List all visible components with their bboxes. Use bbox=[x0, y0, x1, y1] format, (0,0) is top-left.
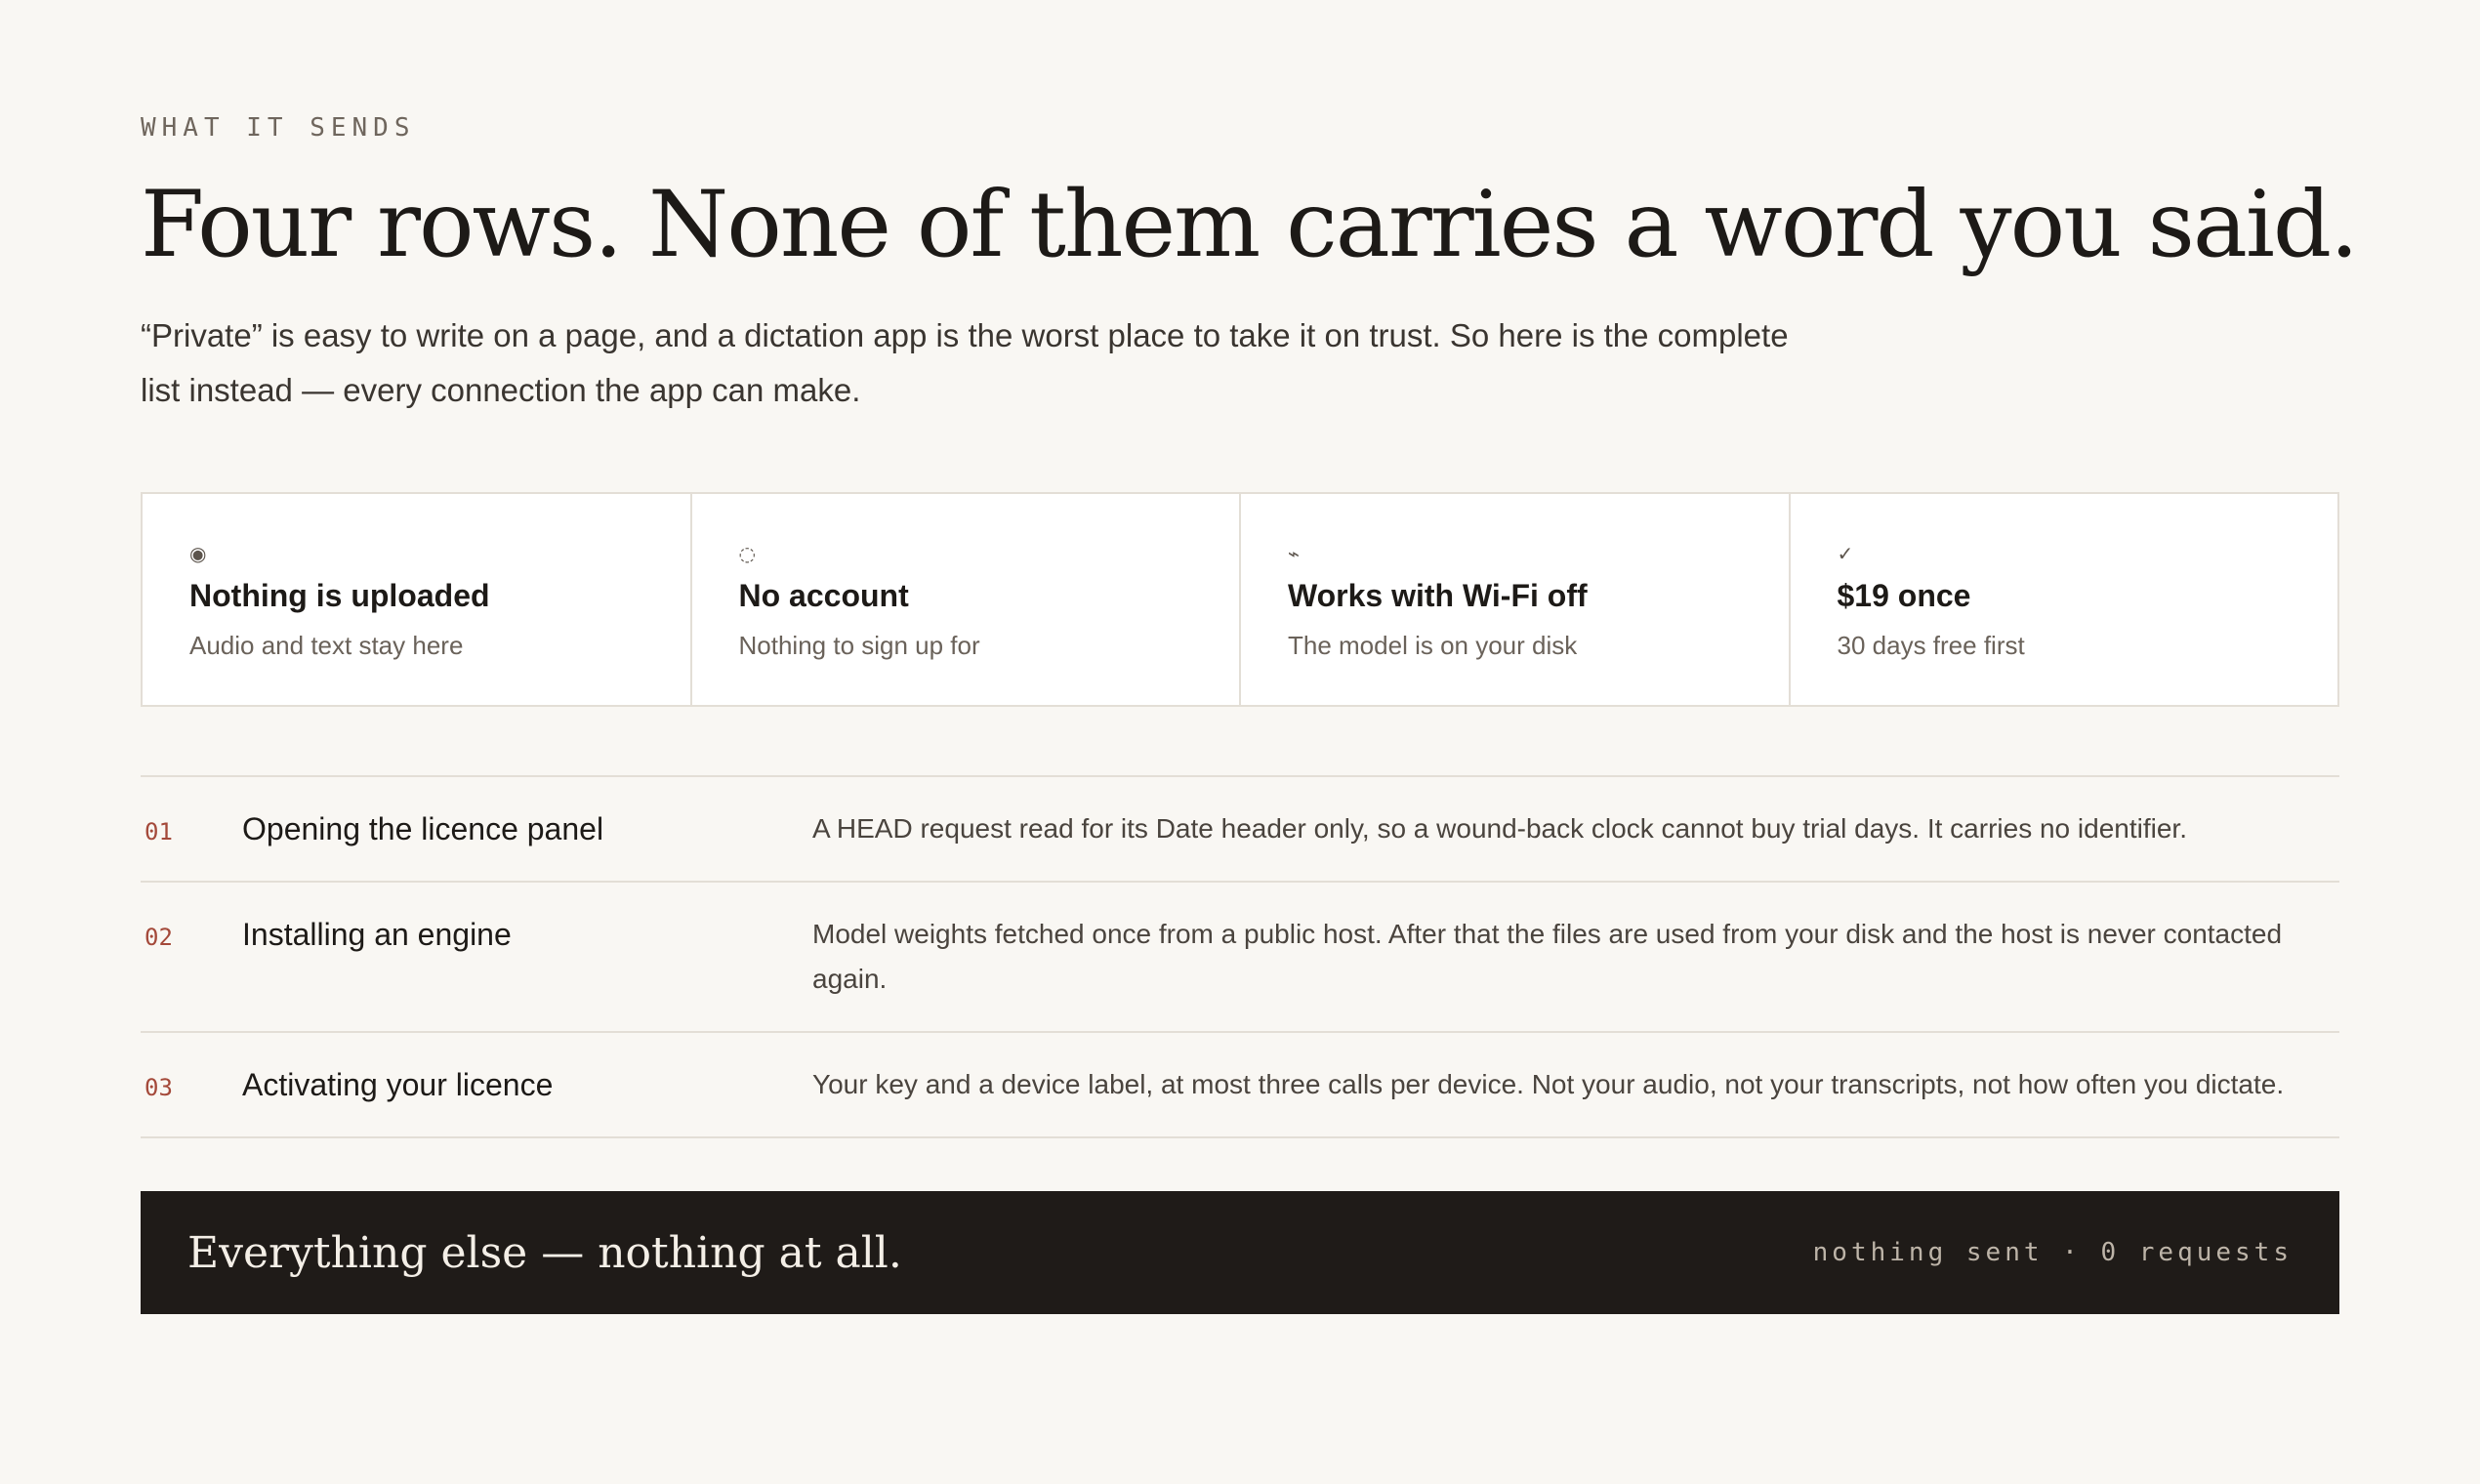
feature-card-offline bbox=[1241, 494, 1791, 705]
feature-card-account bbox=[692, 494, 1242, 705]
row-number: 01 bbox=[145, 818, 173, 845]
section-eyebrow: WHAT IT SENDS bbox=[141, 113, 416, 143]
row-description: A HEAD request read for its Date header only, so a wound-back clock cannot buy trial days. It carries no identifier. bbox=[812, 813, 2187, 844]
row-description: Your key and a device label, at most three calls per device. Not your audio, not your transcripts, not how often you dictate. bbox=[812, 1069, 2285, 1099]
row-number: 03 bbox=[145, 1074, 173, 1101]
row-number: 02 bbox=[145, 924, 173, 951]
banner-meta: nothing sent · 0 requests bbox=[1812, 1238, 2293, 1267]
dashed-circle-icon: ◌ bbox=[738, 542, 756, 565]
feature-card-subtitle: 30 days free first bbox=[1837, 631, 2025, 660]
feature-card-subtitle: Nothing to sign up for bbox=[738, 631, 980, 660]
row-description: Model weights fetched once from a public host. After that the files are used from your disk and the host is never contacted again. bbox=[812, 919, 2283, 994]
connection-list bbox=[141, 775, 2339, 1138]
section-lede: “Private” is easy to write on a page, and a dictation app is the worst place to take it on trust. So here is the complete list instead — every connection the app can make. bbox=[141, 317, 1789, 408]
row-title: Opening the licence panel bbox=[242, 811, 604, 846]
feature-card-title: Works with Wi-Fi off bbox=[1288, 578, 1588, 613]
feature-card-price bbox=[1791, 494, 2338, 705]
row-title: Activating your licence bbox=[242, 1067, 554, 1102]
feature-card-title: Nothing is uploaded bbox=[189, 578, 490, 613]
connection-row bbox=[141, 1033, 2339, 1138]
feature-card-uploaded bbox=[143, 494, 692, 705]
wifi-off-icon: ⌁ bbox=[1288, 542, 1301, 565]
radio-dot-icon: ◉ bbox=[189, 542, 207, 565]
banner-text: Everything else — nothing at all. bbox=[187, 1227, 902, 1278]
feature-cards bbox=[141, 492, 2339, 707]
connection-row bbox=[141, 883, 2339, 1033]
row-title: Installing an engine bbox=[242, 917, 512, 952]
connection-row bbox=[141, 777, 2339, 883]
section-headline: Four rows. None of them carries a word you said. bbox=[141, 172, 2357, 278]
feature-card-subtitle: Audio and text stay here bbox=[189, 631, 464, 660]
feature-card-title: $19 once bbox=[1837, 578, 1971, 613]
feature-card-title: No account bbox=[738, 578, 909, 613]
summary-banner bbox=[141, 1191, 2339, 1314]
check-icon: ✓ bbox=[1837, 542, 1854, 565]
feature-card-subtitle: The model is on your disk bbox=[1288, 631, 1578, 660]
